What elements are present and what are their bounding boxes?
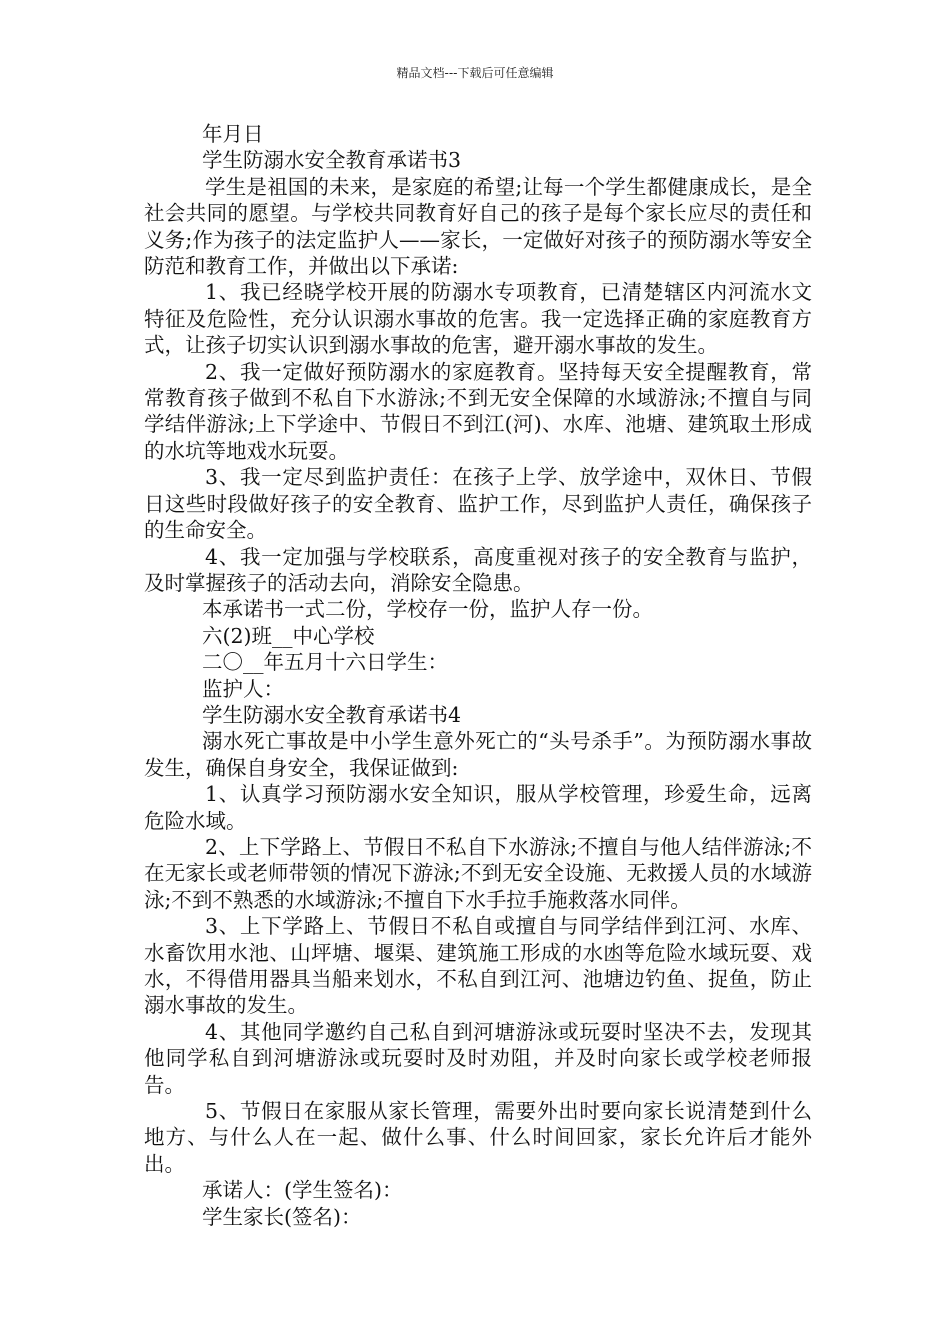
paragraph-intro-4: 溺水死亡事故是中小学生意外死亡的“头号杀手”。为预防溺水事故发生，确保自身安全，我保证做到: xyxy=(144,729,812,780)
section-title-4: 学生防溺水安全教育承诺书4 xyxy=(202,702,462,727)
pledge-item-4-3: 3、上下学路上、节假日不私自或擅自与同学结伴到江河、水库、水畜饮用水池、山坪塘、堰渠、建筑施工形成的水凼等危险水域玩耍、戏水，不得借用器具当船来划水，不私自到江河、池塘边钓鱼、捉鱼，防止溺水事故的发生。 xyxy=(144,914,812,1018)
page-header-watermark: 精品文档---下载后可任意编辑 xyxy=(396,66,554,80)
pledge-item-4-2: 2、上下学路上、节假日不私自下水游泳;不擅自与他人结伴游泳;不在无家长或老师带领的情况下游泳;不到无安全设施、无救援人员的水域游泳;不到不熟悉的水域游泳;不擅自下水手拉手施救落水同伴。 xyxy=(144,834,812,912)
paragraph-intro-3: 学生是祖国的未来，是家庭的希望;让每一个学生都健康成长，是全社会共同的愿望。与学校共同教育好自己的孩子是每个家长应尽的责任和义务;作为孩子的法定监护人——家长，一定做好对孩子的预防溺水等安全防范和教育工作，并做出以下承诺: xyxy=(144,174,812,279)
class-school-line: 六(2)班__中心学校 xyxy=(202,623,375,648)
date-line: 年月日 xyxy=(202,122,264,146)
pledge-item-3-2: 2、我一定做好预防溺水的家庭教育。坚持每天安全提醒教育，常常教育孩子做到不私自下水游泳;不到无安全保障的水域游泳;不擅自与同学结伴游泳;上下学途中、节假日不到江(河)、水库、池塘、建筑取土形成的水坑等地戏水玩耍。 xyxy=(144,359,812,463)
pledge-item-3-3: 3、我一定尽到监护责任：在孩子上学、放学途中，双休日、节假日这些时段做好孩子的安全教育、监护工作，尽到监护人责任，确保孩子的生命安全。 xyxy=(144,465,812,543)
document-body xyxy=(144,121,812,1230)
guardian-line: 监护人： xyxy=(202,676,284,701)
copies-note: 本承诺书一式二份，学校存一份，监护人存一份。 xyxy=(202,597,653,622)
section-title-3: 学生防溺水安全教育承诺书3 xyxy=(202,148,462,173)
pledge-item-3-4: 4、我一定加强与学校联系，高度重视对孩子的安全教育与监护，及时掌握孩子的活动去向，消除安全隐患。 xyxy=(144,544,812,595)
date-student-line: 二〇__年五月十六日学生： xyxy=(202,650,448,675)
pledge-item-4-4: 4、其他同学邀约自己私自到河塘游泳或玩耍时坚决不去，发现其他同学私自到河塘游泳或玩耍时及时劝阻，并及时向家长或学校老师报告。 xyxy=(144,1019,812,1097)
pledge-item-4-5: 5、节假日在家服从家长管理，需要外出时要向家长说清楚到什么地方、与什么人在一起、做什么事、什么时间回家，家长允许后才能外出。 xyxy=(144,1099,812,1176)
pledge-item-4-1: 1、认真学习预防溺水安全知识，服从学校管理，珍爱生命，远离危险水域。 xyxy=(144,782,812,833)
signer-student-line: 承诺人：(学生签名)： xyxy=(202,1178,403,1203)
pledge-item-3-1: 1、我已经晓学校开展的防溺水专项教育，已清楚辖区内河流水文特征及危险性，充分认识溺水事故的危害。我一定选择正确的家庭教育方式，让孩子切实认识到溺水事故的危害，避开溺水事故的发生。 xyxy=(144,280,812,358)
signer-parent-line: 学生家长(签名)： xyxy=(202,1204,362,1229)
